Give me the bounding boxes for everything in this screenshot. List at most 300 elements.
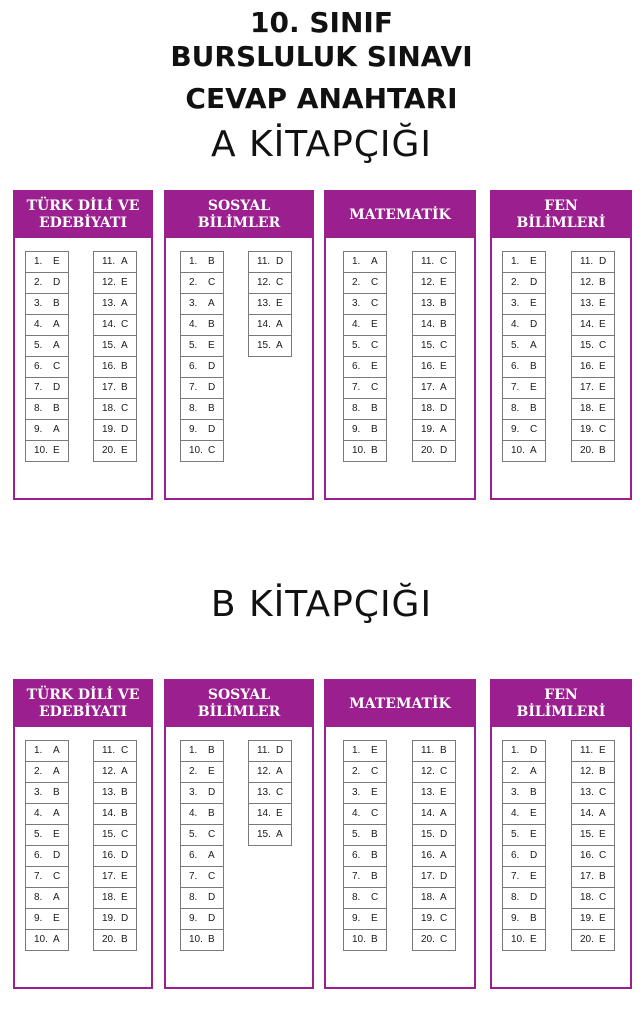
answer-cell [25, 740, 69, 762]
answer-letter: A [53, 424, 60, 435]
question-number: 4. [352, 319, 361, 330]
answer-letter: A [208, 850, 215, 861]
answer-cell [93, 761, 137, 783]
answer-cell [343, 845, 387, 867]
answer-letter: E [530, 298, 537, 309]
answer-letter: B [208, 745, 215, 756]
answer-cell [343, 356, 387, 378]
answer-cell [571, 356, 615, 378]
answer-letter: E [208, 340, 215, 351]
question-number: 11. [257, 256, 271, 267]
answer-cell [25, 824, 69, 846]
answer-letter: E [371, 361, 378, 372]
answer-letter: A [276, 829, 283, 840]
question-number: 7. [352, 871, 361, 882]
answer-cell [180, 398, 224, 420]
question-number: 3. [34, 787, 43, 798]
answer-letter: E [530, 829, 537, 840]
answer-letter: D [208, 424, 216, 435]
question-number: 13. [421, 298, 435, 309]
answer-letter: C [440, 934, 448, 945]
answer-cell [248, 803, 292, 825]
answer-letter: C [440, 340, 448, 351]
answer-letter: D [53, 850, 61, 861]
answer-cell [571, 824, 615, 846]
question-number: 12. [102, 766, 116, 777]
question-number: 12. [580, 277, 594, 288]
answer-letter: B [121, 382, 128, 393]
answer-letter: B [121, 934, 128, 945]
answer-cell [502, 272, 546, 294]
answer-letter: B [599, 871, 606, 882]
answer-letter: B [371, 934, 378, 945]
answer-letter: B [371, 445, 378, 456]
answer-cell [93, 398, 137, 420]
question-number: 7. [352, 382, 361, 393]
answer-cell [180, 908, 224, 930]
answer-letter: E [599, 298, 606, 309]
answer-cell [412, 887, 456, 909]
question-number: 15. [257, 829, 271, 840]
question-number: 13. [102, 787, 116, 798]
question-number: 1. [34, 745, 43, 756]
answer-cell [502, 866, 546, 888]
question-number: 4. [511, 808, 520, 819]
answer-cell [571, 929, 615, 951]
question-number: 5. [352, 340, 361, 351]
answer-letter: C [53, 361, 61, 372]
answer-letter: C [599, 424, 607, 435]
answer-letter: E [599, 382, 606, 393]
answer-cell [412, 824, 456, 846]
question-number: 10. [511, 445, 525, 456]
question-number: 7. [189, 871, 198, 882]
question-number: 8. [34, 892, 43, 903]
answer-letter: A [276, 340, 283, 351]
question-number: 3. [511, 298, 520, 309]
answer-cell [343, 293, 387, 315]
title-grade: 10. SINIF [250, 6, 393, 39]
question-number: 10. [189, 934, 203, 945]
answer-letter: C [208, 871, 216, 882]
answer-cell [180, 377, 224, 399]
question-number: 18. [580, 892, 594, 903]
answer-letter: B [208, 319, 215, 330]
question-number: 3. [189, 787, 198, 798]
answer-letter: D [276, 745, 284, 756]
question-number: 18. [421, 892, 435, 903]
question-number: 7. [511, 871, 520, 882]
answer-cell [25, 293, 69, 315]
answer-letter: A [53, 745, 60, 756]
answer-letter: C [53, 871, 61, 882]
answer-cell [412, 272, 456, 294]
question-number: 12. [421, 766, 435, 777]
question-number: 6. [34, 850, 43, 861]
answer-letter: E [530, 256, 537, 267]
answer-cell [412, 419, 456, 441]
question-number: 14. [421, 319, 435, 330]
question-number: 11. [257, 745, 271, 756]
question-number: 14. [421, 808, 435, 819]
question-number: 17. [421, 382, 435, 393]
answer-letter: A [440, 892, 447, 903]
answer-letter: E [371, 745, 378, 756]
answer-cell [248, 251, 292, 273]
answer-letter: D [208, 787, 216, 798]
title-exam: BURSLULUK SINAVI [170, 40, 473, 73]
answer-letter: B [440, 745, 447, 756]
question-number: 16. [580, 361, 594, 372]
answer-cell [412, 398, 456, 420]
answer-letter: B [208, 403, 215, 414]
answer-letter: D [208, 913, 216, 924]
answer-letter: B [121, 808, 128, 819]
question-number: 15. [102, 829, 116, 840]
answer-cell [248, 293, 292, 315]
question-number: 16. [421, 850, 435, 861]
answer-cell [502, 356, 546, 378]
answer-letter: C [371, 340, 379, 351]
answer-letter: B [53, 787, 60, 798]
question-number: 1. [352, 256, 361, 267]
answer-letter: E [530, 382, 537, 393]
question-number: 19. [421, 424, 435, 435]
question-number: 9. [34, 424, 43, 435]
question-number: 4. [189, 808, 198, 819]
question-number: 7. [34, 871, 43, 882]
question-number: 6. [34, 361, 43, 372]
answer-cell [248, 782, 292, 804]
question-number: 5. [352, 829, 361, 840]
question-number: 13. [257, 787, 271, 798]
answer-cell [502, 419, 546, 441]
question-number: 5. [189, 829, 198, 840]
question-number: 13. [580, 298, 594, 309]
answer-letter: E [276, 808, 283, 819]
answer-cell [343, 929, 387, 951]
answer-cell [93, 929, 137, 951]
answer-letter: A [121, 256, 128, 267]
answer-cell [502, 782, 546, 804]
answer-cell [412, 335, 456, 357]
answer-letter: B [208, 934, 215, 945]
answer-cell [571, 398, 615, 420]
answer-letter: B [530, 403, 537, 414]
answer-cell [248, 335, 292, 357]
answer-cell [180, 740, 224, 762]
answer-cell [502, 908, 546, 930]
question-number: 1. [189, 745, 198, 756]
answer-column [571, 740, 615, 951]
answer-letter: B [371, 871, 378, 882]
answer-letter: A [121, 340, 128, 351]
question-number: 8. [352, 892, 361, 903]
answer-cell [571, 377, 615, 399]
booklet-b-title: B KİTAPÇIĞI [210, 584, 433, 625]
answer-cell [343, 377, 387, 399]
answer-cell [25, 272, 69, 294]
answer-letter: C [371, 892, 379, 903]
answer-cell [93, 887, 137, 909]
question-number: 11. [102, 745, 116, 756]
subject-panel [164, 190, 314, 500]
answer-letter: C [121, 319, 129, 330]
answer-letter: B [599, 445, 606, 456]
question-number: 19. [580, 913, 594, 924]
answer-letter: D [121, 913, 129, 924]
answer-cell [571, 803, 615, 825]
answer-cell [93, 440, 137, 462]
answer-cell [502, 887, 546, 909]
answer-letter: C [371, 382, 379, 393]
answer-cell [180, 845, 224, 867]
answer-cell [93, 356, 137, 378]
question-number: 3. [352, 787, 361, 798]
answer-letter: B [599, 766, 606, 777]
answer-cell [343, 887, 387, 909]
answer-cell [412, 740, 456, 762]
answer-letter: B [208, 808, 215, 819]
answer-letter: B [530, 787, 537, 798]
answer-cell [93, 824, 137, 846]
subject-panel [164, 679, 314, 989]
answer-cell [343, 761, 387, 783]
answer-cell [412, 908, 456, 930]
answer-letter: E [276, 298, 283, 309]
answer-cell [248, 824, 292, 846]
answer-letter: A [530, 340, 537, 351]
question-number: 17. [102, 871, 116, 882]
question-number: 15. [421, 340, 435, 351]
question-number: 15. [257, 340, 271, 351]
question-number: 2. [352, 277, 361, 288]
question-number: 4. [34, 319, 43, 330]
question-number: 2. [511, 766, 520, 777]
answer-letter: B [440, 298, 447, 309]
answer-cell [180, 761, 224, 783]
answer-cell [343, 314, 387, 336]
answer-cell [180, 293, 224, 315]
subject-panel [13, 679, 153, 989]
subject-header: FEN BİLİMLERİ [492, 192, 630, 238]
answer-cell [502, 398, 546, 420]
answer-letter: A [530, 766, 537, 777]
answer-letter: A [599, 808, 606, 819]
answer-cell [502, 335, 546, 357]
answer-letter: D [530, 892, 538, 903]
answer-cell [93, 803, 137, 825]
answer-letter: D [599, 256, 607, 267]
answer-cell [502, 440, 546, 462]
question-number: 4. [34, 808, 43, 819]
question-number: 6. [189, 850, 198, 861]
answer-letter: B [53, 403, 60, 414]
question-number: 4. [189, 319, 198, 330]
answer-column [571, 251, 615, 462]
answer-letter: B [371, 403, 378, 414]
answer-letter: E [440, 361, 447, 372]
answer-cell [25, 908, 69, 930]
subject-header: TÜRK DİLİ VE EDEBİYATI [15, 192, 151, 238]
answer-letter: D [530, 277, 538, 288]
answer-cell [502, 293, 546, 315]
answer-cell [248, 272, 292, 294]
question-number: 18. [102, 403, 116, 414]
question-number: 14. [580, 319, 594, 330]
answer-letter: E [530, 934, 537, 945]
question-number: 9. [352, 913, 361, 924]
answer-letter: C [208, 829, 216, 840]
question-number: 7. [511, 382, 520, 393]
question-number: 12. [102, 277, 116, 288]
answer-letter: C [276, 787, 284, 798]
question-number: 6. [189, 361, 198, 372]
answer-cell [412, 845, 456, 867]
answer-cell [25, 398, 69, 420]
answer-cell [412, 314, 456, 336]
answer-column [93, 251, 137, 462]
answer-cell [343, 440, 387, 462]
answer-cell [343, 335, 387, 357]
question-number: 1. [189, 256, 198, 267]
answer-letter: B [599, 277, 606, 288]
question-number: 2. [189, 766, 198, 777]
answer-cell [571, 314, 615, 336]
answer-cell [571, 866, 615, 888]
answer-cell [25, 314, 69, 336]
answer-cell [412, 293, 456, 315]
answer-cell [25, 419, 69, 441]
answer-letter: D [440, 871, 448, 882]
answer-column [502, 251, 546, 462]
answer-cell [571, 782, 615, 804]
question-number: 13. [102, 298, 116, 309]
answer-letter: C [371, 808, 379, 819]
answer-letter: A [121, 298, 128, 309]
question-number: 9. [352, 424, 361, 435]
question-number: 10. [34, 445, 48, 456]
subject-panel [490, 190, 632, 500]
question-number: 19. [102, 424, 116, 435]
answer-cell [571, 761, 615, 783]
answer-letter: C [440, 256, 448, 267]
answer-cell [93, 908, 137, 930]
question-number: 20. [421, 445, 435, 456]
answer-column [248, 251, 292, 357]
answer-letter: C [121, 403, 129, 414]
answer-letter: E [599, 745, 606, 756]
answer-cell [571, 887, 615, 909]
question-number: 13. [421, 787, 435, 798]
question-number: 10. [34, 934, 48, 945]
answer-letter: C [371, 298, 379, 309]
question-number: 8. [352, 403, 361, 414]
subject-panel [324, 190, 476, 500]
question-number: 12. [257, 277, 271, 288]
question-number: 17. [421, 871, 435, 882]
answer-column [343, 740, 387, 951]
question-number: 20. [580, 445, 594, 456]
answer-letter: E [53, 445, 60, 456]
question-number: 3. [189, 298, 198, 309]
answer-cell [248, 761, 292, 783]
answer-letter: A [440, 382, 447, 393]
answer-cell [180, 440, 224, 462]
answer-cell [571, 419, 615, 441]
question-number: 1. [352, 745, 361, 756]
answer-letter: B [121, 361, 128, 372]
question-number: 3. [511, 787, 520, 798]
answer-cell [93, 251, 137, 273]
answer-letter: C [599, 787, 607, 798]
answer-cell [343, 419, 387, 441]
question-number: 20. [102, 934, 116, 945]
question-number: 18. [102, 892, 116, 903]
question-number: 1. [511, 256, 520, 267]
answer-letter: D [440, 829, 448, 840]
question-number: 9. [189, 913, 198, 924]
answer-letter: D [276, 256, 284, 267]
question-number: 19. [580, 424, 594, 435]
question-number: 6. [352, 850, 361, 861]
answer-letter: D [530, 319, 538, 330]
answer-cell [502, 740, 546, 762]
answer-letter: A [208, 298, 215, 309]
answer-column [248, 740, 292, 846]
answer-cell [343, 803, 387, 825]
answer-cell [93, 419, 137, 441]
answer-letter: B [440, 319, 447, 330]
answer-letter: A [53, 808, 60, 819]
question-number: 7. [189, 382, 198, 393]
subject-header: MATEMATİK [326, 192, 474, 238]
answer-letter: B [371, 829, 378, 840]
answer-cell [93, 377, 137, 399]
answer-letter: A [53, 340, 60, 351]
answer-letter: E [371, 787, 378, 798]
answer-letter: C [121, 829, 129, 840]
answer-column [180, 251, 224, 462]
answer-cell [343, 740, 387, 762]
answer-letter: E [121, 445, 128, 456]
question-number: 17. [102, 382, 116, 393]
answer-letter: E [599, 361, 606, 372]
answer-cell [25, 335, 69, 357]
answer-cell [343, 782, 387, 804]
answer-letter: B [208, 256, 215, 267]
question-number: 2. [189, 277, 198, 288]
answer-letter: C [208, 445, 216, 456]
subject-panel [490, 679, 632, 989]
answer-letter: C [599, 340, 607, 351]
answer-cell [180, 803, 224, 825]
question-number: 16. [102, 361, 116, 372]
subject-header: SOSYAL BİLİMLER [166, 681, 312, 727]
question-number: 20. [580, 934, 594, 945]
question-number: 8. [189, 403, 198, 414]
answer-letter: E [371, 319, 378, 330]
answer-cell [93, 293, 137, 315]
answer-letter: E [530, 871, 537, 882]
answer-cell [248, 314, 292, 336]
answer-letter: E [53, 829, 60, 840]
question-number: 11. [102, 256, 116, 267]
answer-letter: D [530, 850, 538, 861]
answer-letter: D [440, 445, 448, 456]
question-number: 14. [102, 319, 116, 330]
question-number: 12. [257, 766, 271, 777]
